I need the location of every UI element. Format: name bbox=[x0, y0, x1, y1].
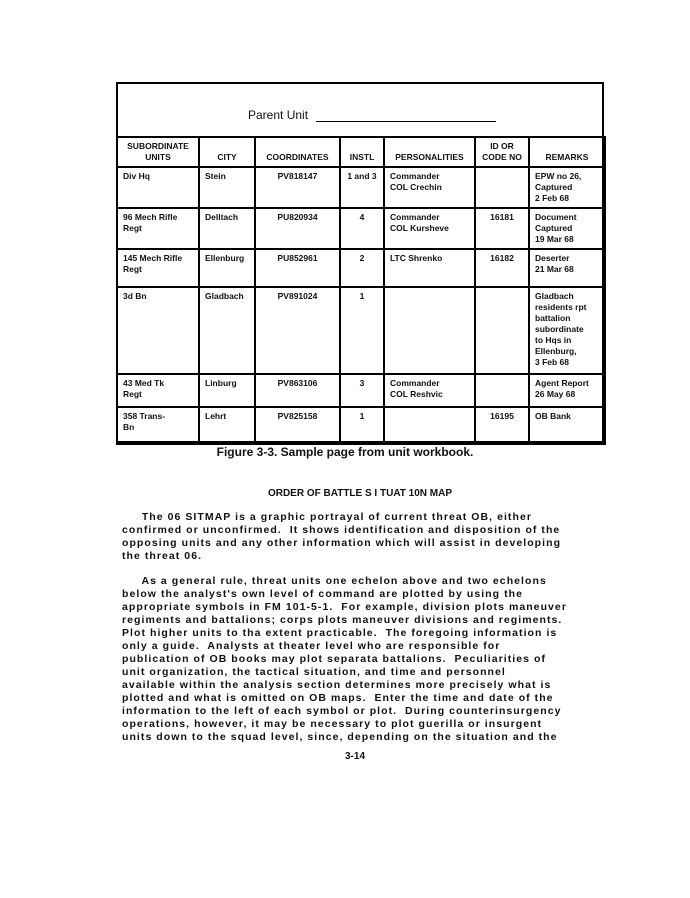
text-line: regiments and battalions; corps plots maneuver divisions and regiments. bbox=[122, 614, 563, 626]
parent-unit-label: Parent Unit bbox=[248, 108, 309, 122]
text-line: The 06 SITMAP is a graphic portrayal of current threat OB, either bbox=[122, 511, 532, 523]
table-cell: PV891024 bbox=[255, 287, 340, 374]
table-cell: 43 Med Tk Regt bbox=[117, 374, 199, 407]
column-header: COORDINATES bbox=[255, 137, 340, 167]
table-cell bbox=[475, 287, 529, 374]
table-cell: EPW no 26, Captured 2 Feb 68 bbox=[529, 167, 605, 208]
table-cell: LTC Shrenko bbox=[384, 249, 475, 287]
table-row bbox=[117, 167, 605, 208]
table-cell: Commander COL Reshvic bbox=[384, 374, 475, 407]
text-line: only a guide. Analysts at theater level who are responsible for bbox=[122, 640, 501, 652]
column-header: REMARKS bbox=[529, 137, 605, 167]
table-cell: 96 Mech Rifle Regt bbox=[117, 208, 199, 249]
text-line: confirmed or unconfirmed. It shows identification and disposition of the bbox=[122, 524, 561, 536]
text-line: information to the left of each symbol or plot. During counterinsurgency bbox=[122, 705, 562, 717]
text-line: unit organization, the tactical situation, and time and personnel bbox=[122, 666, 506, 678]
table-cell: PV863106 bbox=[255, 374, 340, 407]
text-line: the threat 06. bbox=[122, 550, 203, 562]
table-cell: Deserter 21 Mar 68 bbox=[529, 249, 605, 287]
text-line: As a general rule, threat units one echelon above and two echelons bbox=[122, 575, 547, 587]
table-cell: Delltach bbox=[199, 208, 255, 249]
column-header: INSTL bbox=[340, 137, 384, 167]
table-cell: PV818147 bbox=[255, 167, 340, 208]
paragraph-1 bbox=[122, 511, 561, 563]
page-number: 3-14 bbox=[344, 751, 365, 762]
table-cell: OB Bank bbox=[529, 407, 605, 444]
table-cell: 1 bbox=[340, 287, 384, 374]
text-line: units down to the squad level, since, depending on the situation and the bbox=[122, 731, 558, 743]
table-cell: Commander COL Kursheve bbox=[384, 208, 475, 249]
table-cell: PU852961 bbox=[255, 249, 340, 287]
text-line: appropriate symbols in FM 101-5-1. For example, division plots maneuver bbox=[122, 601, 567, 613]
table-row bbox=[117, 407, 605, 444]
table-cell: Gladbach residents rpt battalion subordinate to Hqs in Ellenburg, 3 Feb 68 bbox=[529, 287, 605, 374]
table-cell bbox=[384, 287, 475, 374]
table-cell: 358 Trans- Bn bbox=[117, 407, 199, 444]
column-header: PERSONALITIES bbox=[384, 137, 475, 167]
table-cell bbox=[475, 167, 529, 208]
table-cell: 3d Bn bbox=[117, 287, 199, 374]
table-cell: 1 bbox=[340, 407, 384, 444]
text-line: below the analyst's own level of command are plotted by using the bbox=[122, 588, 523, 600]
text-line: plotted and what is omitted on OB maps. Enter the time and date of the bbox=[122, 692, 554, 704]
table-cell bbox=[475, 374, 529, 407]
table-cell: Gladbach bbox=[199, 287, 255, 374]
table-cell: Linburg bbox=[199, 374, 255, 407]
section-heading: ORDER OF BATTLE S I TUAT 10N MAP bbox=[267, 488, 453, 499]
table-row bbox=[117, 208, 605, 249]
table-row bbox=[117, 374, 605, 407]
column-header: ID OR CODE NO bbox=[475, 137, 529, 167]
table-cell: 1 and 3 bbox=[340, 167, 384, 208]
table-cell: Lehrt bbox=[199, 407, 255, 444]
table-row bbox=[117, 249, 605, 287]
table-cell: Div Hq bbox=[117, 167, 199, 208]
table-cell bbox=[384, 407, 475, 444]
table-cell: 16182 bbox=[475, 249, 529, 287]
table-cell: 2 bbox=[340, 249, 384, 287]
column-header: SUBORDINATE UNITS bbox=[117, 137, 199, 167]
table-cell: 16181 bbox=[475, 208, 529, 249]
table-cell: Commander COL Crechin bbox=[384, 167, 475, 208]
text-line: available within the analysis section determines more precisely what is bbox=[122, 679, 552, 691]
table-cell: Ellenburg bbox=[199, 249, 255, 287]
table-row bbox=[117, 287, 605, 374]
text-line: opposing units and any other information which will assist in developing bbox=[122, 537, 562, 549]
figure-caption: Figure 3-3. Sample page from unit workbook. bbox=[216, 445, 474, 459]
table-cell: PV825158 bbox=[255, 407, 340, 444]
table-cell: 145 Mech Rifle Regt bbox=[117, 249, 199, 287]
table-cell: Stein bbox=[199, 167, 255, 208]
text-line: Plot higher units to tha extent practicable. The foregoing information is bbox=[122, 627, 558, 639]
table-cell: 16195 bbox=[475, 407, 529, 444]
text-line: operations, however, it may be necessary to plot guerilla or insurgent bbox=[122, 718, 543, 730]
column-header: CITY bbox=[199, 137, 255, 167]
paragraph-2 bbox=[122, 575, 567, 744]
table-cell: 3 bbox=[340, 374, 384, 407]
parent-unit-blank bbox=[316, 121, 496, 122]
table-cell: Agent Report 26 May 68 bbox=[529, 374, 605, 407]
table-cell: Document Captured 19 Mar 68 bbox=[529, 208, 605, 249]
table-cell: PU820934 bbox=[255, 208, 340, 249]
text-line: publication of OB books may plot separata battalions. Peculiarities of bbox=[122, 653, 547, 665]
table-cell: 4 bbox=[340, 208, 384, 249]
unit-workbook-table bbox=[116, 136, 606, 445]
